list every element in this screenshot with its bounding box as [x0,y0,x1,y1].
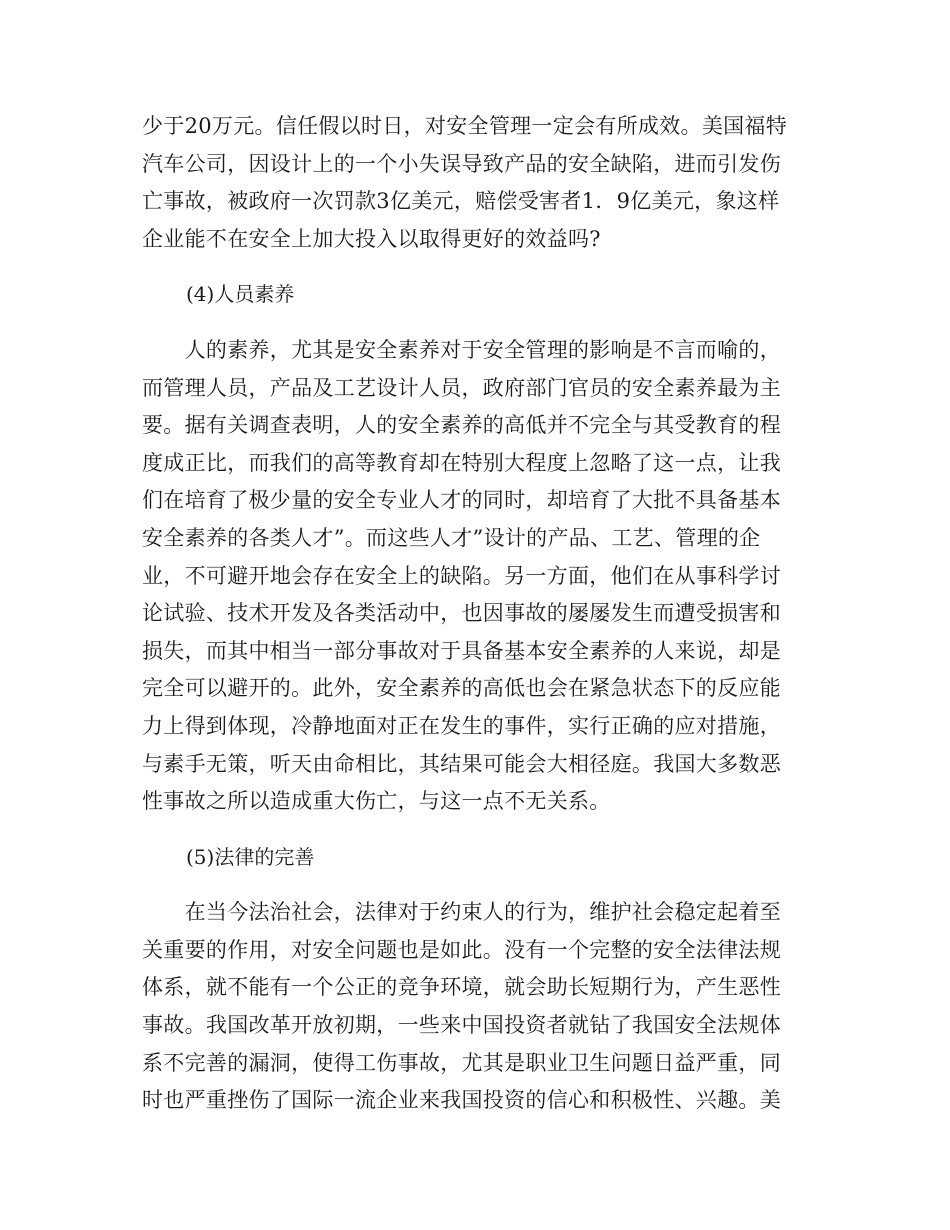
text-line: 业，不可避开地会存在安全上的缺陷。另一方面，他们在从事科学讨 [142,563,781,588]
document-page [142,108,810,1120]
text-line: 事故。我国改革开放初期，一些来中国投资者就钻了我国安全法规体 [142,1013,781,1038]
text-line: 时也严重挫伤了国际一流企业来我国投资的信心和积极性、兴趣。美 [142,1088,781,1113]
text-line: 少于20万元。信任假以时日，对安全管理一定会有所成效。美国福特 [142,114,788,138]
paragraph-legal-improvement [142,894,810,1120]
text-line: 安全素养的各类人才”。而这些人才”设计的产品、工艺、管理的企 [142,525,761,550]
text-line: 损失，而其中相当一部分事故对于具备基本安全素养的人来说，却是 [142,638,781,663]
text-line: 体系，就不能有一个公正的竞争环境，就会助长短期行为，产生恶性 [142,975,781,1000]
text-line: 系不完善的漏洞，使得工伤事故，尤其是职业卫生问题日益严重，同 [142,1050,781,1075]
text-line: 亡事故，被政府一次罚款3亿美元，赔偿受害者1．9亿美元，象这样 [142,189,780,214]
section-heading-personnel-quality: (4)人员素养 [186,282,295,307]
text-line: 在当今法治社会，法律对于约束人的行为，维护社会稳定起着至 [142,900,781,925]
text-line: 企业能不在安全上加大投入以取得更好的效益吗? [142,226,601,251]
text-line: 论试验、技术开发及各类活动中，也因事故的屡屡发生而遭受损害和 [142,601,781,626]
text-line: 完全可以避开的。此外，安全素养的高低也会在紧急状态下的反应能 [142,676,781,701]
text-line: 性事故之所以造成重大伤亡，与这一点不无关系。 [142,789,611,814]
text-line: 而管理人员，产品及工艺设计人员，政府部门官员的安全素养最为主 [142,375,781,400]
paragraph-ford-example [142,108,810,258]
text-line: 们在培育了极少量的安全专业人才的同时，却培育了大批不具备基本 [142,488,781,513]
text-line: 汽车公司，因设计上的一个小失误导致产品的安全缺陷，进而引发伤 [142,151,781,176]
paragraph-personnel-quality [142,332,810,821]
text-line: 人的素养，尤其是安全素养对于安全管理的影响是不言而喻的， [142,337,781,362]
text-line: 度成正比，而我们的高等教育却在特别大程度上忽略了这一点，让我 [142,450,781,475]
text-line: 与素手无策，听天由命相比，其结果可能会大相径庭。我国大多数恶 [142,751,781,776]
text-line: 关重要的作用，对安全问题也是如此。没有一个完整的安全法律法规 [142,937,781,962]
text-line: 力上得到体现，冷静地面对正在发生的事件，实行正确的应对措施， [142,713,781,738]
section-heading-legal-improvement: (5)法律的完善 [186,844,315,869]
text-line: 要。据有关调查表明，人的安全素养的高低并不完全与其受教育的程 [142,413,781,438]
